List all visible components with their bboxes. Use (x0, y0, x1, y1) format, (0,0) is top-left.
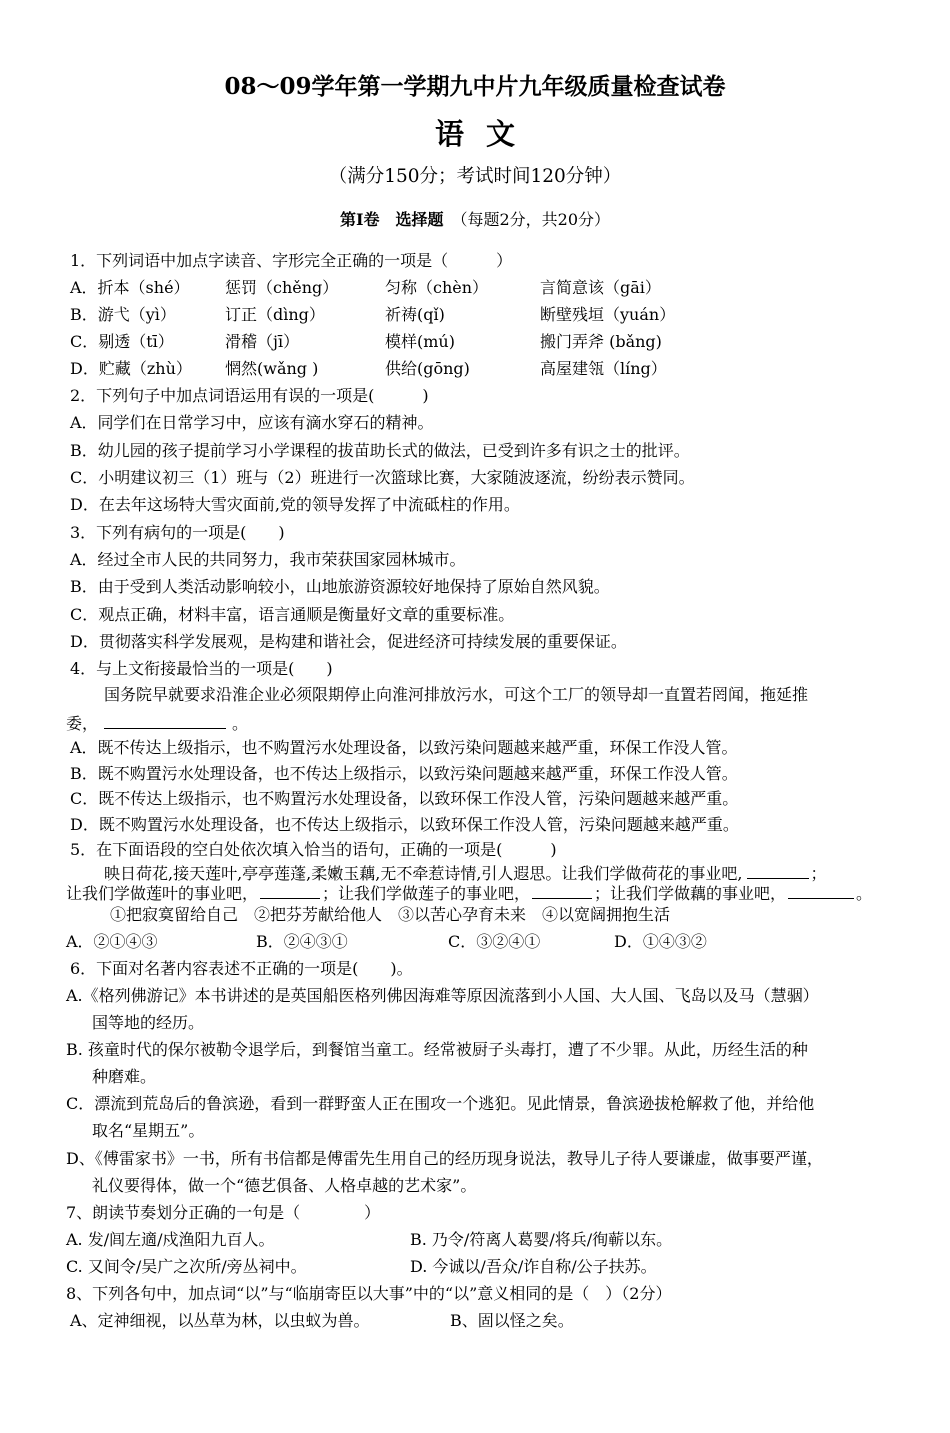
q5-blank-2 (260, 882, 320, 899)
q5-passage (104, 862, 827, 884)
q4-passage-end: 。 (232, 714, 249, 733)
q6-option-a-cont: 国等地的经历。 (92, 1013, 205, 1032)
q5-blank-4 (788, 882, 854, 899)
q6-option-c: C．漂流到荒岛后的鲁滨逊，看到一群野蛮人正在围攻一个逃犯。见此情景，鲁滨逊拔枪解救了他，并给他 (66, 1094, 815, 1113)
q1-d-2: 惘然(wǎng ) (225, 359, 319, 378)
q5-passage-2c: ；让我们学做藕的事业吧， (594, 884, 787, 903)
exam-info: （满分150分；考试时间120分钟） (328, 166, 622, 187)
q4-blank (104, 712, 226, 729)
q6-option-c-cont: 取名“星期五”。 (92, 1121, 205, 1140)
q4-passage: 国务院早就要求沿淮企业必须限期停止向淮河排放污水，可这个工厂的领导却一直置若罔闻，拖延推 (104, 685, 809, 704)
q1-b-2: 订正（dìng） (225, 305, 325, 324)
q3-stem: 3．下列有病句的一项是( ) (70, 523, 285, 542)
q1-c-2: 滑稽（jī） (225, 332, 300, 351)
q7-option-a: A. 发/闾左適/戍渔阳九百人。 (66, 1230, 275, 1249)
q4-option-b: B．既不购置污水处理设备，也不传达上级指示，以致污染问题越来越严重，环保工作没人管。 (70, 764, 738, 783)
q6-option-b: B. 孩童时代的保尔被勒令退学后，到餐馆当童工。经常被厨子头毒打，遭了不少罪。从此，历经生活的种 (66, 1040, 808, 1059)
q4-passage-start: 委， (66, 714, 99, 733)
q1-d-3: 供给(gōng) (385, 359, 470, 378)
q5-option-d: D．①④③② (614, 932, 707, 951)
q8-stem: 8、下列各句中，加点词“以”与“临崩寄臣以大事”中的“以”意义相同的是（ ）（2分） (66, 1284, 672, 1303)
q7-option-b: B. 乃令/符离人葛婴/将兵/徇蕲以东。 (410, 1230, 673, 1249)
q5-passage-1-end: ； (810, 864, 827, 883)
q2-option-c: C．小明建议初三（1）班与（2）班进行一次篮球比赛，大家随波逐流，纷纷表示赞同。 (70, 468, 695, 487)
q6-option-b-cont: 种磨难。 (92, 1067, 157, 1086)
q1-a-2: 惩罚（chěng） (225, 278, 339, 297)
q5-passage-2d: 。 (856, 884, 873, 903)
q4-option-c: C．既不传达上级指示，也不购置污水处理设备，以致环保工作没人管，污染问题越来越严重。 (70, 789, 739, 808)
q1-a-3: 匀称（chèn） (385, 278, 489, 297)
q5-choices: ①把寂寞留给自己 ②把芬芳献给他人 ③以苦心孕育未来 ④以宽阔拥抱生活 (110, 905, 671, 924)
q1-c-3: 模样(mú) (385, 332, 455, 351)
q2-option-a: A．同学们在日常学习中，应该有滴水穿石的精神。 (70, 413, 434, 432)
q2-stem: 2．下列句子中加点词语运用有误的一项是( ) (70, 386, 429, 405)
subject-title: 语文 (434, 117, 537, 151)
q6-option-d-cont: 礼仪要得体，做一个“德艺俱备、人格卓越的艺术家”。 (92, 1176, 477, 1195)
q5-blank-1 (747, 862, 809, 879)
q6-option-d: D、《傅雷家书》一书，所有书信都是傅雷先生用自己的经历现身说法，教导儿子待人要谦虚，做事要严谨， (66, 1149, 823, 1168)
q3-option-a: A．经过全市人民的共同努力，我市荣获国家园林城市。 (70, 550, 466, 569)
q1-b-1: B．游弋（yì） (70, 305, 176, 324)
section-note: （每题2分，共20分） (451, 210, 611, 229)
q1-a-1: A．折本（shé） (70, 278, 190, 297)
exam-title: 08～09学年第一学期九中片九年级质量检查试卷 (224, 73, 726, 100)
section-label: 第Ⅰ卷 选择题 (339, 210, 444, 229)
q5-blank-3 (532, 882, 592, 899)
q5-passage-cont (66, 882, 872, 904)
q1-stem: 1．下列词语中加点字读音、字形完全正确的一项是（ ） (70, 251, 513, 270)
q2-option-b: B．幼儿园的孩子提前学习小学课程的拔苗助长式的做法，已受到许多有识之士的批评。 (70, 441, 690, 460)
q5-passage-2b: ；让我们学做莲子的事业吧， (322, 884, 531, 903)
q4-option-d: D．既不购置污水处理设备，也不传达上级指示，以致环保工作没人管，污染问题越来越严重。 (70, 815, 739, 834)
q4-passage-cont (66, 712, 248, 734)
q1-a-4: 言简意该（gāi） (540, 278, 661, 297)
q1-b-4: 断壁残垣（yuán） (540, 305, 676, 324)
q7-stem: 7、朗读节奏划分正确的一句是（ ） (66, 1203, 381, 1222)
q1-c-1: C．剔透（tī） (70, 332, 174, 351)
q5-passage-2a: 让我们学做莲叶的事业吧， (66, 884, 259, 903)
q5-option-b: B．②④③① (256, 932, 348, 951)
q2-option-d: D．在去年这场特大雪灾面前,党的领导发挥了中流砥柱的作用。 (70, 495, 520, 514)
q3-option-c: C．观点正确，材料丰富，语言通顺是衡量好文章的重要标准。 (70, 605, 515, 624)
section-header (0, 207, 950, 230)
q8-option-b: B、固以怪之矣。 (450, 1311, 574, 1330)
q3-option-d: D．贯彻落实科学发展观，是构建和谐社会，促进经济可持续发展的重要保证。 (70, 632, 627, 651)
q7-option-d: D. 今诚以/吾众/诈自称/公子扶苏。 (410, 1257, 657, 1276)
q5-passage-1: 映日荷花,接天莲叶,亭亭莲蓬,柔嫩玉藕,无不牵惹诗情,引人遐思。让我们学做荷花的事业吧, (104, 864, 743, 883)
q6-stem: 6．下面对名著内容表述不正确的一项是( )。 (70, 959, 413, 978)
q1-d-1: D．贮藏（zhù） (70, 359, 192, 378)
q5-stem: 5．在下面语段的空白处依次填入恰当的语句，正确的一项是( ) (70, 840, 557, 859)
q8-option-a: A、定神细视，以丛草为林，以虫蚁为兽。 (70, 1311, 370, 1330)
q4-stem: 4．与上文衔接最恰当的一项是( ) (70, 659, 333, 678)
q4-option-a: A．既不传达上级指示，也不购置污水处理设备，以致污染问题越来越严重，环保工作没人管。 (70, 738, 738, 757)
q5-option-c: C．③②④① (448, 932, 541, 951)
q6-option-a: A.《格列佛游记》本书讲述的是英国船医格列佛因海难等原因流落到小人国、大人国、飞岛以及马（慧骃） (66, 986, 819, 1005)
q1-d-4: 高屋建瓴（líng） (540, 359, 667, 378)
q7-option-c: C. 又间令/吴广之次所/旁丛祠中。 (66, 1257, 307, 1276)
q1-c-4: 搬门弄斧 (bǎng) (540, 332, 662, 351)
q1-b-3: 祈祷(qǐ) (385, 305, 445, 324)
q3-option-b: B．由于受到人类活动影响较小，山地旅游资源较好地保持了原始自然风貌。 (70, 577, 610, 596)
q5-option-a: A．②①④③ (66, 932, 158, 951)
